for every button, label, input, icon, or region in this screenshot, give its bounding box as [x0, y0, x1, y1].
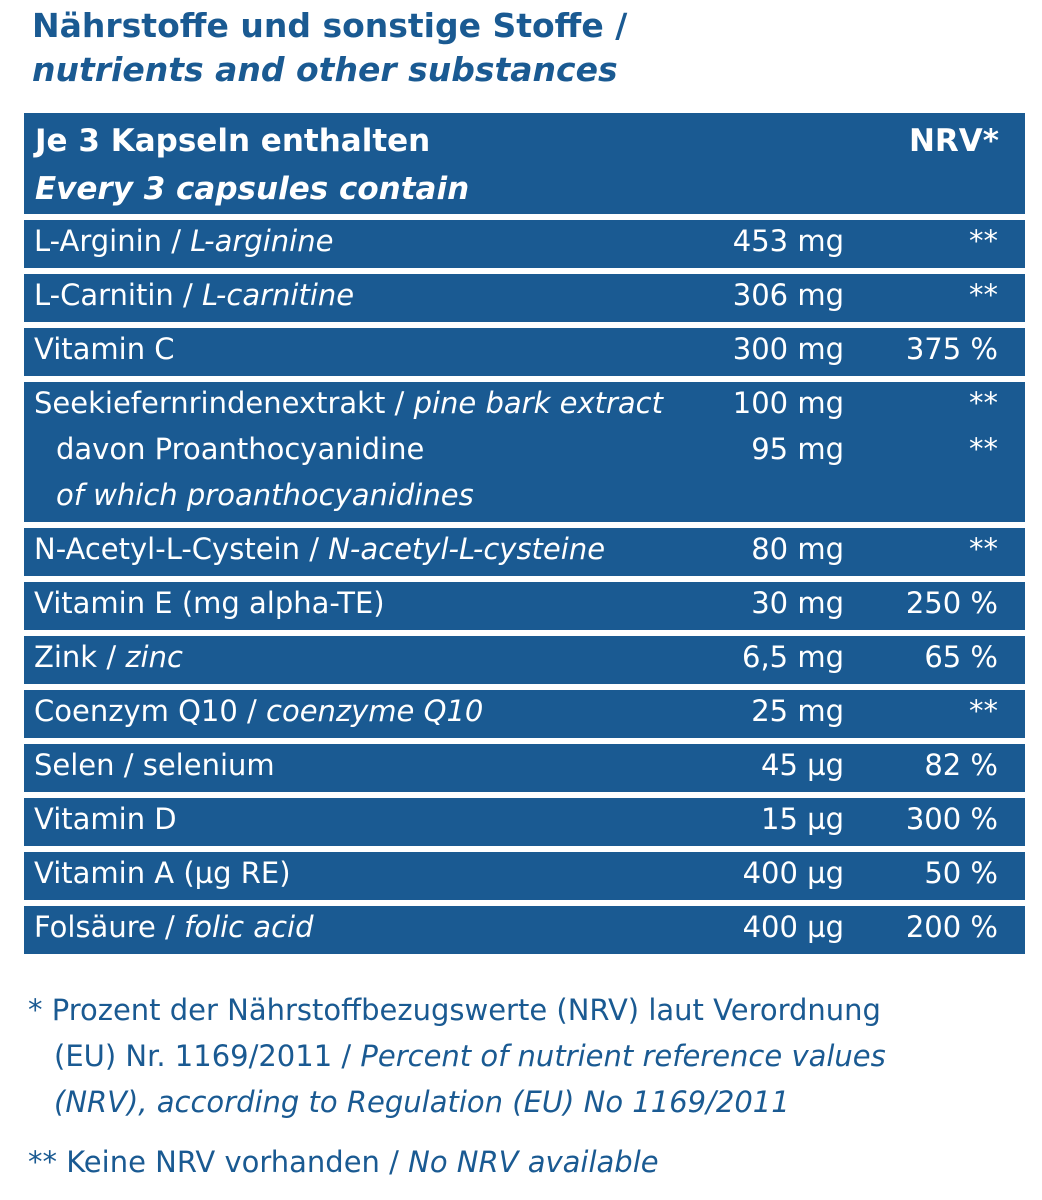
table-row — [24, 528, 1025, 576]
nutrient-name: L-Arginin / L-arginine — [34, 224, 334, 258]
nutrient-name: Folsäure / folic acid — [34, 910, 314, 944]
nutrient-amount: 453 mg — [732, 224, 844, 258]
footnote-line: * Prozent der Nährstoffbezugswerte (NRV) laut Verordnung — [28, 993, 881, 1027]
nutrient-name: Vitamin A (µg RE) — [34, 856, 291, 890]
nutrient-name: Vitamin C — [34, 332, 175, 366]
table-row — [24, 744, 1025, 792]
nutrient-amount: 100 mg — [732, 386, 844, 420]
nutrient-name: Seekiefernrindenextrakt / pine bark extract — [34, 386, 663, 420]
nutrient-amount: 15 µg — [761, 802, 844, 836]
table-row — [24, 906, 1025, 954]
footnote-nrv — [28, 987, 1028, 1125]
header-english: Every 3 capsules contain — [35, 171, 470, 207]
nutrient-amount: 400 µg — [742, 910, 844, 944]
nutrient-name: Selen / selenium — [34, 748, 275, 782]
nutrient-amount: 6,5 mg — [742, 640, 844, 674]
nutrient-nrv: ** — [969, 386, 998, 420]
nutrient-amount: 25 mg — [751, 694, 844, 728]
nutrient-nrv: 50 % — [924, 856, 998, 890]
footnote-line: (NRV), according to Regulation (EU) No 1169/2011 — [54, 1085, 790, 1119]
nutrient-amount: 80 mg — [751, 532, 844, 566]
nutrient-nrv: ** — [969, 278, 998, 312]
sub-nutrient-name-english: of which proanthocyanidines — [56, 478, 474, 512]
nutrient-name: L-Carnitin / L-carnitine — [34, 278, 355, 312]
title-english: nutrients and other substances — [32, 50, 618, 89]
nutrient-nrv: 65 % — [924, 640, 998, 674]
nutrient-nrv: 82 % — [924, 748, 998, 782]
table-row — [24, 582, 1025, 630]
nutrient-amount: 30 mg — [751, 586, 844, 620]
nutrient-nrv: 300 % — [905, 802, 998, 836]
sub-nutrient-nrv: ** — [969, 432, 998, 466]
nutrient-name: Zink / zinc — [34, 640, 183, 674]
header-german: Je 3 Kapseln enthalten — [35, 123, 431, 159]
nutrient-table — [24, 113, 1025, 954]
table-row — [24, 798, 1025, 846]
nutrient-nrv: 250 % — [905, 586, 998, 620]
table-row — [24, 852, 1025, 900]
nutrient-nrv: 200 % — [905, 910, 998, 944]
table-row — [24, 382, 1025, 522]
page-title — [32, 4, 627, 92]
table-row — [24, 328, 1025, 376]
table-header — [24, 113, 1025, 214]
header-nrv: NRV* — [908, 123, 999, 159]
nutrient-name: Vitamin E (mg alpha-TE) — [34, 586, 385, 620]
table-row — [24, 636, 1025, 684]
table-row — [24, 220, 1025, 268]
nutrient-amount: 45 µg — [761, 748, 844, 782]
nutrient-nrv: ** — [969, 224, 998, 258]
nutrient-amount: 300 mg — [732, 332, 844, 366]
title-german: Nährstoffe und sonstige Stoffe / — [32, 6, 628, 45]
table-row — [24, 690, 1025, 738]
nutrient-nrv: 375 % — [905, 332, 998, 366]
sub-nutrient-name: davon Proanthocyanidine — [56, 432, 425, 466]
table-row — [24, 274, 1025, 322]
nutrient-amount: 306 mg — [732, 278, 844, 312]
footnote-no-nrv: ** Keine NRV vorhanden / No NRV available — [28, 1145, 659, 1179]
nutrient-name: Coenzym Q10 / coenzyme Q10 — [34, 694, 484, 728]
nutrient-name: N-Acetyl-L-Cystein / N-acetyl-L-cysteine — [34, 532, 606, 566]
footnote-line: (EU) Nr. 1169/2011 / Percent of nutrient reference values — [54, 1039, 886, 1073]
sub-nutrient-amount: 95 mg — [751, 432, 844, 466]
nutrient-name: Vitamin D — [34, 802, 177, 836]
nutrient-amount: 400 µg — [742, 856, 844, 890]
nutrient-nrv: ** — [969, 694, 998, 728]
nutrient-nrv: ** — [969, 532, 998, 566]
